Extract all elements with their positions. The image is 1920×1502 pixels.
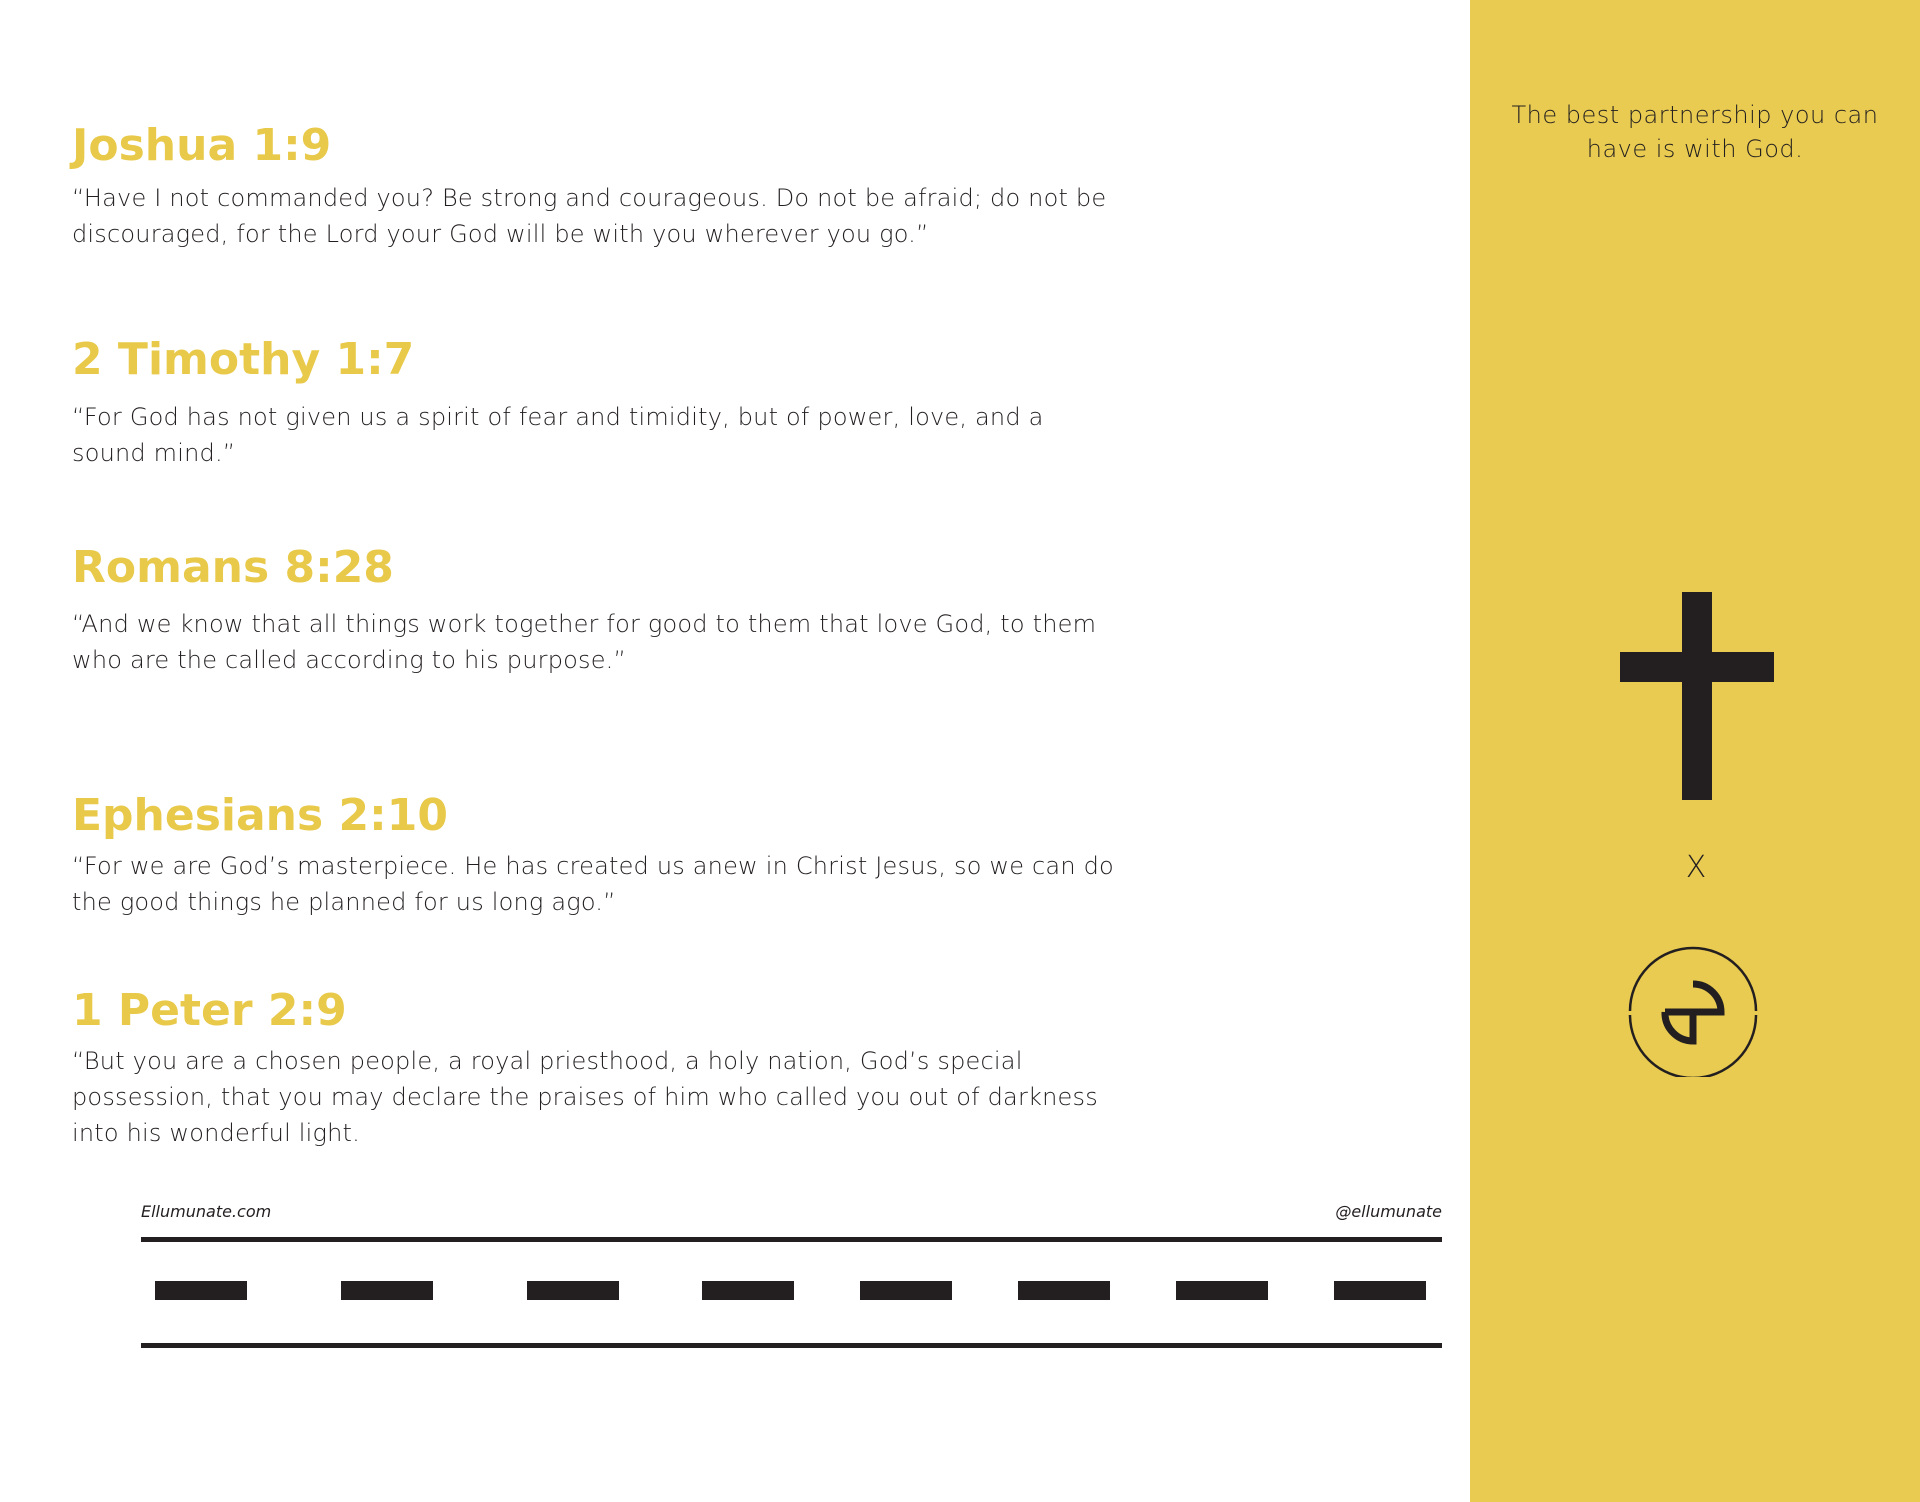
- road-dash: [1018, 1281, 1110, 1300]
- road-bottom-line: [141, 1343, 1442, 1348]
- website-label: Ellumunate.com: [141, 1202, 272, 1221]
- verse-reference-joshua: Joshua 1:9: [72, 120, 332, 171]
- verse-text-joshua: “Have I not commanded you? Be strong and courageous. Do not be afraid; do not be discouraged, for the Lord your God will be with you wherever you go.”: [72, 184, 1107, 248]
- road-top-line: [141, 1237, 1442, 1242]
- road-dash: [860, 1281, 952, 1300]
- road-dash: [155, 1281, 247, 1300]
- verse-reference-2-timothy: 2 Timothy 1:7: [72, 334, 415, 385]
- verse-text-romans: “And we know that all things work together for good to them that love God, to them who are the called according to his purpose.”: [72, 610, 1097, 674]
- road-dash: [527, 1281, 619, 1300]
- road-dash: [1176, 1281, 1268, 1300]
- road-dash: [341, 1281, 433, 1300]
- verse-reference-ephesians: Ephesians 2:10: [72, 790, 448, 841]
- verse-text-1-peter: “But you are a chosen people, a royal priesthood, a holy nation, God’s special possession, that you may declare the praises of him who called you out of darkness into his wonderful light.: [72, 1047, 1098, 1147]
- sidebar: [1470, 0, 1920, 1502]
- verse-reference-1-peter: 1 Peter 2:9: [72, 985, 347, 1036]
- times-symbol: X: [1685, 850, 1707, 885]
- ellumunate-logo-icon: [1627, 945, 1759, 1077]
- tagline: The best partnership you can have is with God.: [1511, 101, 1879, 163]
- road-dash: [702, 1281, 794, 1300]
- social-handle-label: @ellumunate: [1335, 1202, 1442, 1221]
- verse-text-ephesians: “For we are God’s masterpiece. He has created us anew in Christ Jesus, so we can do the good things he planned for us long ago.”: [72, 852, 1114, 916]
- verse-text-2-timothy: “For God has not given us a spirit of fear and timidity, but of power, love, and a sound mind.”: [72, 403, 1044, 467]
- cross-icon: [1620, 592, 1774, 800]
- verse-reference-romans: Romans 8:28: [72, 542, 394, 593]
- road-dash: [1334, 1281, 1426, 1300]
